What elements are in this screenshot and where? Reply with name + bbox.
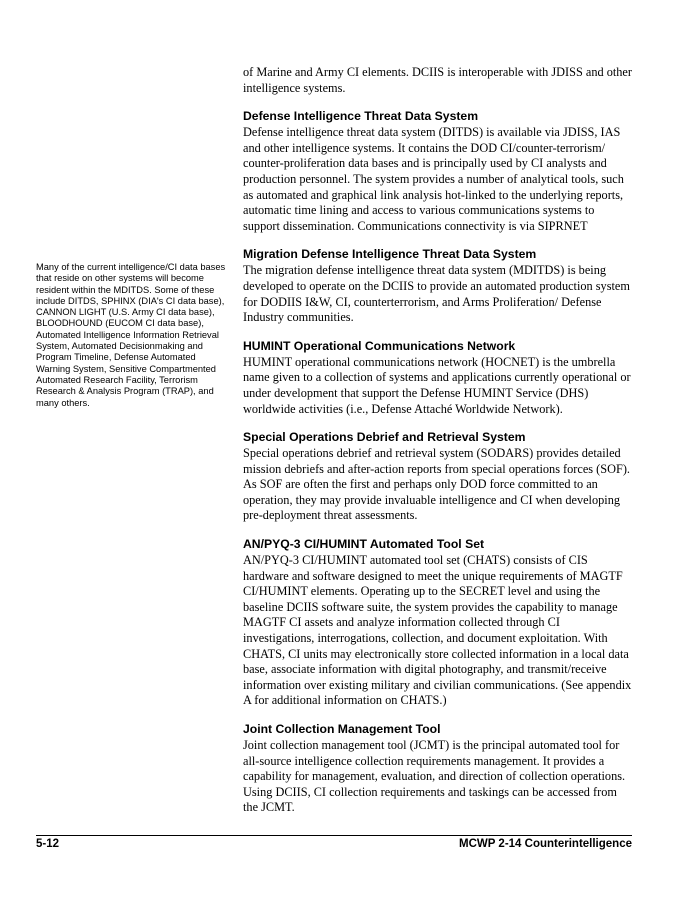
section-sodars [243, 430, 633, 524]
section-heading: Migration Defense Intelligence Threat Data System [243, 247, 537, 262]
section-chats [243, 537, 633, 709]
section-ditds [243, 109, 633, 234]
section-mditds [243, 247, 633, 325]
section-body: HUMINT operational communications network (HOCNET) is the umbrella name given to a collection of systems and applications currently operational or under development that support the Defense HUMINT Service (DHS) worldwide activities (i.e., Defense Attaché Worldwide Network). [243, 354, 631, 416]
section-body: Defense intelligence threat data system (DITDS) is available via JDISS, IAS and other intelligence systems. It contains the DOD CI/counter-terrorism/ counter-proliferation data bases and is principally used by CI analysts and production personnel. The system provides a number of analytical tools, such as automated and graphical link analysis hot-linked to the underlying reports, automatic time lining and access to various communications systems to support dissemination. Communications connectivity is via SIPRNET [243, 125, 624, 233]
publication-title: MCWP 2-14 Counterintelligence [459, 838, 632, 850]
page-number: 5-12 [36, 838, 60, 850]
section-heading: Joint Collection Management Tool [243, 722, 441, 736]
section-body: Joint collection management tool (JCMT) is the principal automated tool for all-source intelligence collection requirements management. It provides a capability for management, evaluation, and direction of collection operations. Using DCIIS, CI collection requirements and taskings can be accessed from the JCMT. [243, 738, 626, 815]
main-column [243, 65, 633, 816]
section-heading: Special Operations Debrief and Retrieval System [243, 430, 526, 445]
section-body: Special operations debrief and retrieval system (SODARS) provides detailed mission debriefs and after-action reports from special operations forces (SOF). As SOF are often the first and perhaps only DOD force committed to an operation, they may provide invaluable intelligence and CI when developing pre-deployment threat assessments. [243, 446, 630, 523]
intro-paragraph: of Marine and Army CI elements. DCIIS is interoperable with JDISS and other intelligence systems. [243, 65, 632, 95]
section-hocnet [243, 339, 633, 417]
section-heading: Defense Intelligence Threat Data System [243, 109, 479, 124]
section-jcmt [243, 722, 633, 816]
sidebar-note: Many of the current intelligence/CI data bases that reside on other systems will become resident within the MDITDS. Some of these include DITDS, SPHINX (DIA's CI data base), CANNON LIGHT (U.S. Army CI data base), BLOODHOUND (EUCOM CI data base), Automated Intelligence Information Retrieval System, Automated Decisionmaking and Program Timeline, Defense Automated Warning System, Sensitive Compartmented Automated Research Facility, Terrorism Research & Analysis Program (TRAP), and many others. [36, 262, 226, 408]
section-body: AN/PYQ-3 CI/HUMINT automated tool set (CHATS) consists of CIS hardware and software designed to meet the unique requirements of MAGTF CI/HUMINT elements. Operating up to the SECRET level and using the baseline DCIIS software suite, the system provides the capability to manage MAGTF CI assets and analyze information collected through CI investigations, interrogations, collection, and document exploitation. With CHATS, CI units may electronically store collected information in a local data base, associate information with digital photography, and transmit/receive information over existing military and civilian communications. (See appendix A for additional information on CHATS.) [243, 553, 632, 708]
footer-rule [36, 835, 632, 836]
section-heading: AN/PYQ-3 CI/HUMINT Automated Tool Set [243, 537, 485, 552]
section-body: The migration defense intelligence threat data system (MDITDS) is being developed to operate on the DCIIS to provide an automated production system for DODIIS I&W, CI, counterterrorism, and Arms Proliferation/ Defense Industry communities. [243, 263, 630, 325]
section-heading: HUMINT Operational Communications Network [243, 338, 516, 353]
